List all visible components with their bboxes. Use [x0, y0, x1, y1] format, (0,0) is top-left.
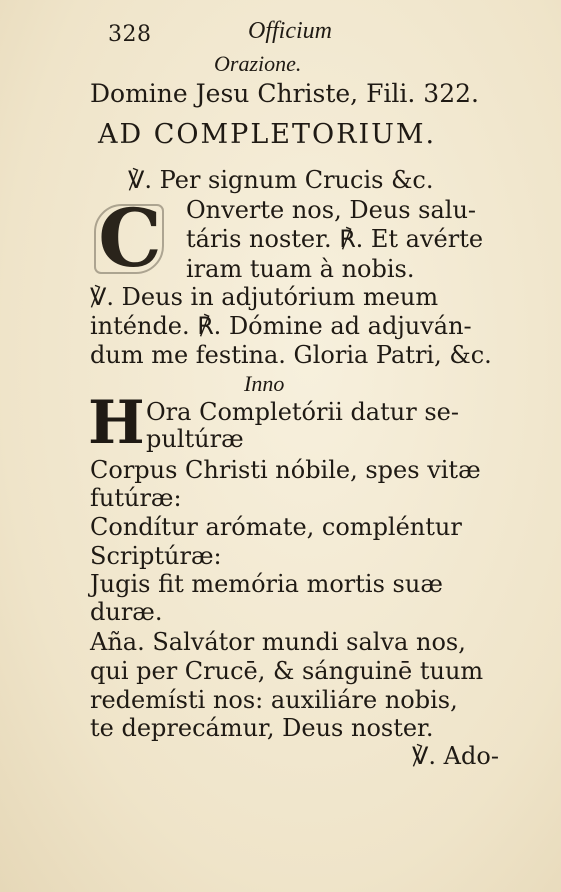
orazione-label: Orazione.	[214, 51, 302, 76]
page-header	[84, 18, 539, 46]
text-line-18: Jugis fit memória mortis suæ	[90, 570, 443, 598]
text-line-5: Onverte nos, Deus salu-	[186, 196, 477, 224]
hymn-label: Inno	[244, 371, 285, 396]
text-line-8: ℣. Deus in adjutórium meum	[90, 283, 439, 311]
page-number: 328	[108, 22, 152, 47]
text-line-22: redemísti nos: auxiliáre nobis,	[90, 686, 458, 714]
text-line-23: te deprecámur, Deus noster.	[90, 714, 434, 742]
text-line-14: Corpus Christi nóbile, spes vitæ	[90, 456, 481, 484]
section-title: AD COMPLETORIUM.	[98, 119, 437, 150]
text-line-20: Aña. Salvátor mundi salva nos,	[90, 628, 466, 656]
text-line-17: Scriptúræ:	[90, 542, 222, 570]
text-line-16: Condítur arómate, compléntur	[90, 513, 462, 541]
drop-cap-h: H	[88, 388, 145, 458]
drop-cap-c: C	[88, 198, 172, 280]
catchword-line: ℣. Ado-	[412, 742, 499, 770]
running-head: Officium	[248, 18, 332, 44]
text-line-6: táris noster. ℟. Et avérte	[186, 225, 484, 253]
text-line-15: futúræ:	[90, 484, 182, 512]
text-line-13: pultúræ	[146, 425, 244, 453]
domine-line: Domine Jesu Christe, Fili. 322.	[90, 79, 479, 108]
text-line-7: iram tuam à nobis.	[186, 255, 415, 283]
text-line-10: dum me festina. Gloria Patri, &c.	[90, 341, 492, 369]
text-line-12: Ora Completórii datur se-	[146, 398, 459, 426]
versicle-line: ℣. Per signum Crucis &c.	[128, 166, 434, 194]
text-line-19: duræ.	[90, 598, 163, 626]
text-line-9: inténde. ℟. Dómine ad adjuván-	[90, 312, 472, 340]
text-line-21: qui per Crucē, & sánguinē tuum	[90, 657, 484, 685]
